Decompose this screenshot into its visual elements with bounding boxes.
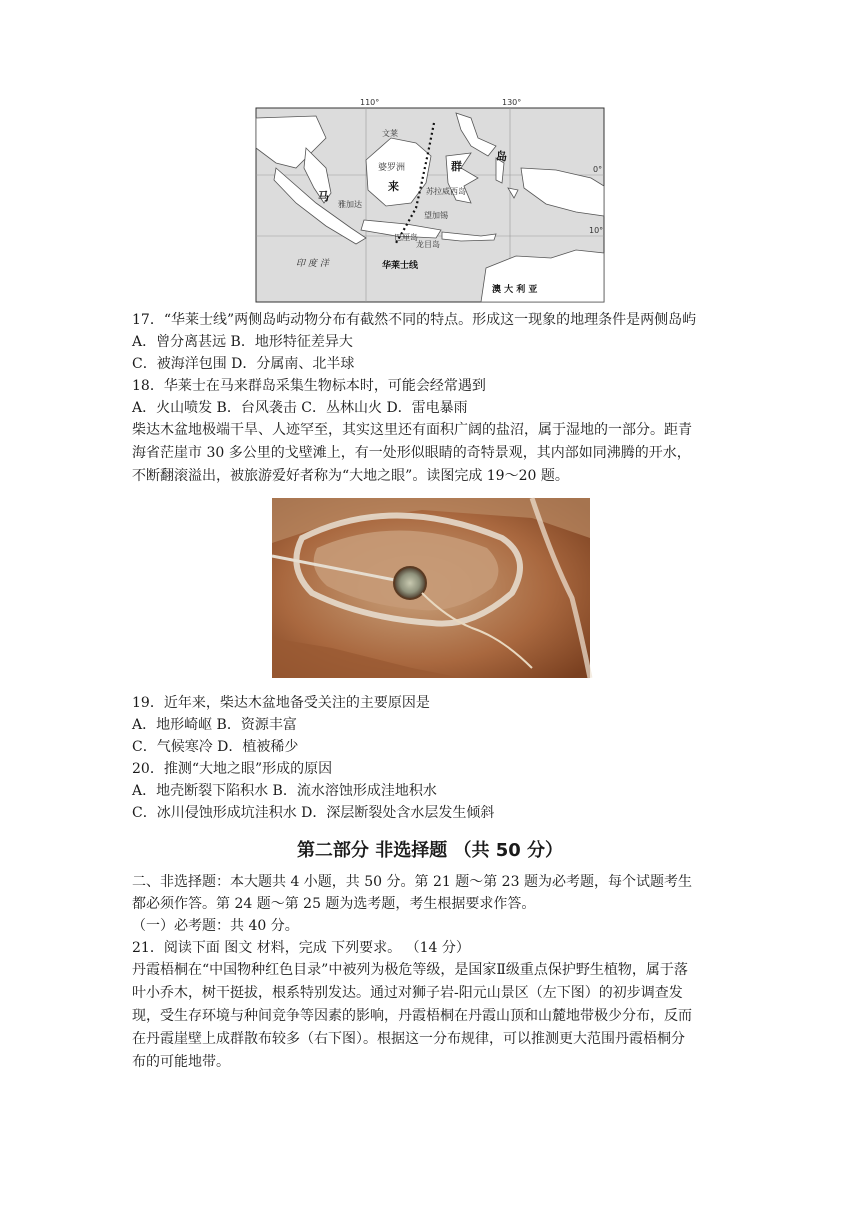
borneo-label: 婆罗洲: [378, 163, 406, 173]
ma-label: 马: [318, 190, 329, 203]
question-21-material-line-5: 布的可能地带。: [132, 1054, 230, 1070]
malay-archipelago-map: [256, 98, 604, 302]
question-21-material-line-2: 叶小乔木，树干挺拔，根系特别发达。通过对狮子岩-阳元山景区（左下图）的初步调查发: [132, 985, 683, 1001]
question-20-options-cd: C．冰川侵蚀形成坑洼积水 D．深层断裂处含水层发生倾斜: [132, 805, 495, 821]
intro-paragraph-line-2: 海省茫崖市 30 多公里的戈壁滩上，有一处形似眼睛的奇特景观，其内部如同沸腾的开水，: [132, 445, 691, 461]
question-21-material-line-3: 现，受生存环境与种间竞争等因素的影响，丹霞梧桐在丹霞山顶和山麓地带极少分布，反而: [132, 1008, 692, 1024]
question-21: 21．阅读下面 图文 材料，完成 下列要求。 （14 分）: [132, 940, 470, 956]
part-two-instructions-line-1: 二、非选择题：本大题共 4 小题，共 50 分。第 21 题～第 23 题为必考题，每个试题考生: [132, 874, 692, 890]
dao-label: 岛: [496, 150, 507, 163]
question-18: 18．华莱士在马来群岛采集生物标本时，可能会经常遇到: [132, 378, 486, 394]
required-section-label: （一）必考题：共 40 分。: [132, 918, 299, 934]
question-18-options: A．火山喷发 B．台风袭击 C．丛林山火 D．雷电暴雨: [132, 400, 468, 416]
lon-110-label: 110°: [360, 98, 380, 107]
question-20: 20．推测“大地之眼”形成的原因: [132, 761, 333, 777]
australia-label: 澳 大 利 亚: [492, 285, 538, 295]
bali-label: 巴厘岛: [394, 233, 418, 242]
lat-10-label: 10°: [589, 226, 604, 235]
question-17: 17．“华莱士线”两侧岛屿动物分布有截然不同的特点。形成这一现象的地理条件是两侧岛屿: [132, 312, 697, 328]
intro-paragraph-line-1: 柴达木盆地极端干旱、人迹罕至，其实这里还有面积广阔的盐沼，属于湿地的一部分。距青: [132, 422, 692, 438]
lai-label: 来: [388, 180, 399, 193]
part-two-heading: 第二部分 非选择题 （共 50 分）: [296, 840, 564, 861]
part-two-instructions-line-2: 都必须作答。第 24 题～第 25 题为选考题，考生根据要求作答。: [132, 896, 536, 912]
sulawesi-label: 苏拉威西岛: [426, 187, 466, 196]
question-20-options-ab: A．地壳断裂下陷积水 B．流水溶蚀形成洼地积水: [132, 783, 437, 799]
question-21-material-line-1: 丹霞梧桐在“中国物种红色目录”中被列为极危等级，是国家Ⅱ级重点保护野生植物，属于落: [132, 962, 688, 978]
question-19: 19．近年来，柴达木盆地备受关注的主要原因是: [132, 695, 430, 711]
brunei-label: 文莱: [382, 129, 398, 138]
indian-ocean-label: 印 度 洋: [296, 259, 329, 269]
wallacea-label: 望加锡: [424, 211, 448, 220]
jakarta-label: 雅加达: [338, 200, 362, 209]
question-17-options-cd: C．被海洋包围 D．分属南、北半球: [132, 356, 355, 372]
question-19-options-cd: C．气候寒冷 D．植被稀少: [132, 739, 299, 755]
lombok-label: 龙目岛: [416, 240, 440, 249]
lon-130-label: 130°: [502, 98, 522, 107]
question-21-material-line-4: 在丹霞崖壁上成群散布较多（右下图）。根据这一分布规律，可以推测更大范围丹霞梧桐分: [132, 1031, 685, 1047]
question-17-options-ab: A．曾分离甚远 B．地形特征差异大: [132, 334, 353, 350]
eye-of-earth-photo: [272, 498, 590, 678]
qun-label: 群: [451, 160, 462, 173]
wallace-line-label: 华莱士线: [382, 261, 419, 271]
lat-0-label: 0°: [593, 165, 603, 174]
question-19-options-ab: A．地形崎岖 B．资源丰富: [132, 717, 297, 733]
intro-paragraph-line-3: 不断翻滚溢出，被旅游爱好者称为“大地之眼”。读图完成 19～20 题。: [132, 468, 569, 484]
